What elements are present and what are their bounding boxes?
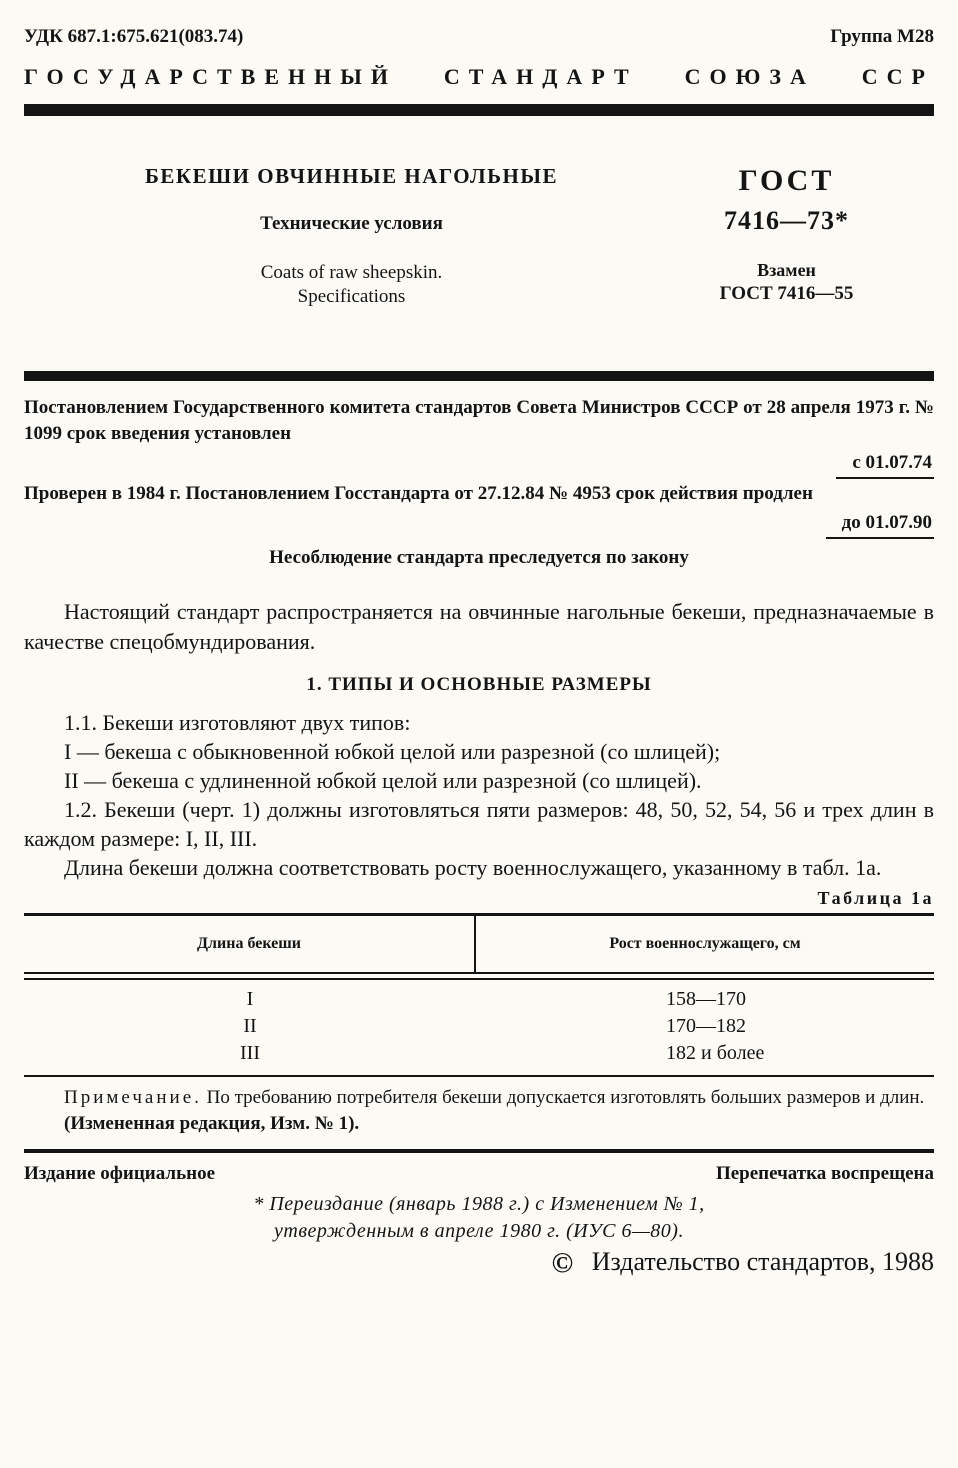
valid-until-date: до 01.07.90 (826, 510, 934, 540)
copyright-icon: © (551, 1247, 574, 1280)
column-header-length: Длина бекеши (24, 916, 476, 972)
height-value: 170—182 (666, 1014, 746, 1037)
publisher-line: Издательство стандартов, 1988 (591, 1247, 934, 1277)
column-header-height: Рост военнослужащего, см (609, 934, 801, 952)
udk-number: УДК 687.1:675.621(083.74) (24, 26, 244, 47)
copyright-line (24, 1247, 934, 1280)
top-reference-line (24, 26, 934, 48)
note-text: По требованию потребителя бекеши допускается изготовлять больших размеров и длин. (206, 1086, 925, 1108)
length-value: I (246, 987, 254, 1010)
group-label: Группа М28 (830, 26, 934, 47)
effective-date-line (24, 450, 934, 480)
english-title (64, 261, 639, 309)
official-edition-label: Издание официальное (24, 1163, 216, 1185)
type-2-description: II — бекеша с удлиненной юбкой целой или разрезной (со шлицей). (64, 767, 702, 793)
table-1a-label: Таблица 1а (817, 887, 934, 908)
paragraph-1-1: 1.1. Бекеши изготовляют двух типов: (64, 709, 411, 735)
law-notice: Несоблюдение стандарта преследуется по закону (269, 547, 689, 569)
english-title-line1: Coats of raw sheepskin. (260, 262, 443, 283)
replaces-number: ГОСТ 7416—55 (719, 283, 854, 304)
decree-paragraph-1: Постановлением Государственного комитета стандартов Совета Министров СССР от 28 апреля 1973 г. № 1099 срок введения установлен (24, 396, 934, 445)
note-paragraph (24, 1085, 934, 1112)
divider-rule-top (24, 104, 934, 116)
divider-rule-middle (24, 371, 934, 381)
section-1-title: 1. ТИПЫ И ОСНОВНЫЕ РАЗМЕРЫ (306, 673, 652, 695)
paragraph-1-2: 1.2. Бекеши (черт. 1) должны изготовляться пяти размеров: 48, 50, 52, 54, 56 и трех длин в каждом размере: I, II, III. (24, 796, 934, 851)
amendment-note: (Измененная редакция, Изм. № 1). (64, 1113, 360, 1135)
effective-date: с 01.07.74 (836, 450, 934, 480)
gost-number: 7416—73* (724, 206, 849, 235)
reissue-footnote (24, 1191, 934, 1245)
state-standard-heading: ГОСУДАРСТВЕННЫЙ СТАНДАРТ СОЮЗА ССР (24, 64, 934, 89)
table-header-double-rule (24, 972, 934, 980)
reissue-footnote-line2: утвержденным в апреле 1980 г. (ИУС 6—80). (274, 1220, 684, 1243)
reprint-prohibited-label: Перепечатка воспрещена (715, 1163, 934, 1185)
document-title: БЕКЕШИ ОВЧИННЫЕ НАГОЛЬНЫЕ (145, 164, 558, 188)
type-1-description: I — бекеша с обыкновенной юбкой целой или разрезной (со шлицей); (64, 738, 721, 764)
english-title-line2: Specifications (297, 285, 406, 307)
table-row (24, 986, 934, 1013)
length-value: III (240, 1041, 260, 1064)
intro-paragraph: Настоящий стандарт распространяется на овчинные нагольные бекеши, предназначаемые в качестве спецобмундирования. (24, 599, 934, 654)
decree-paragraph-2: Проверен в 1984 г. Постановлением Госстандарта от 27.12.84 № 4953 срок действия продлен (24, 483, 813, 505)
table-1a (24, 913, 934, 1077)
decree-section (24, 395, 934, 570)
title-block (24, 164, 934, 309)
replaces-label: Взамен (757, 260, 816, 280)
length-value: II (243, 1014, 257, 1037)
table-row (24, 1040, 934, 1067)
reissue-footnote-line1: * Переиздание (январь 1988 г.) с Изменением № 1, (253, 1193, 705, 1216)
divider-rule-bottom (24, 1149, 934, 1153)
title-left-column (24, 164, 639, 309)
table-body (24, 980, 934, 1075)
gost-designation-block (639, 164, 934, 309)
valid-until-date-line (24, 510, 934, 540)
note-label: Примечание. (64, 1086, 202, 1108)
height-value: 182 и более (666, 1041, 765, 1064)
table-row (24, 1013, 934, 1040)
footer-line (24, 1163, 934, 1185)
paragraph-1-2-continued: Длина бекеши должна соответствовать росту военнослужащего, указанному в табл. 1а. (64, 854, 882, 880)
height-value: 158—170 (666, 987, 746, 1010)
gost-label: ГОСТ (738, 164, 835, 197)
table-header-row (24, 916, 934, 972)
document-subtitle: Технические условия (260, 213, 443, 234)
